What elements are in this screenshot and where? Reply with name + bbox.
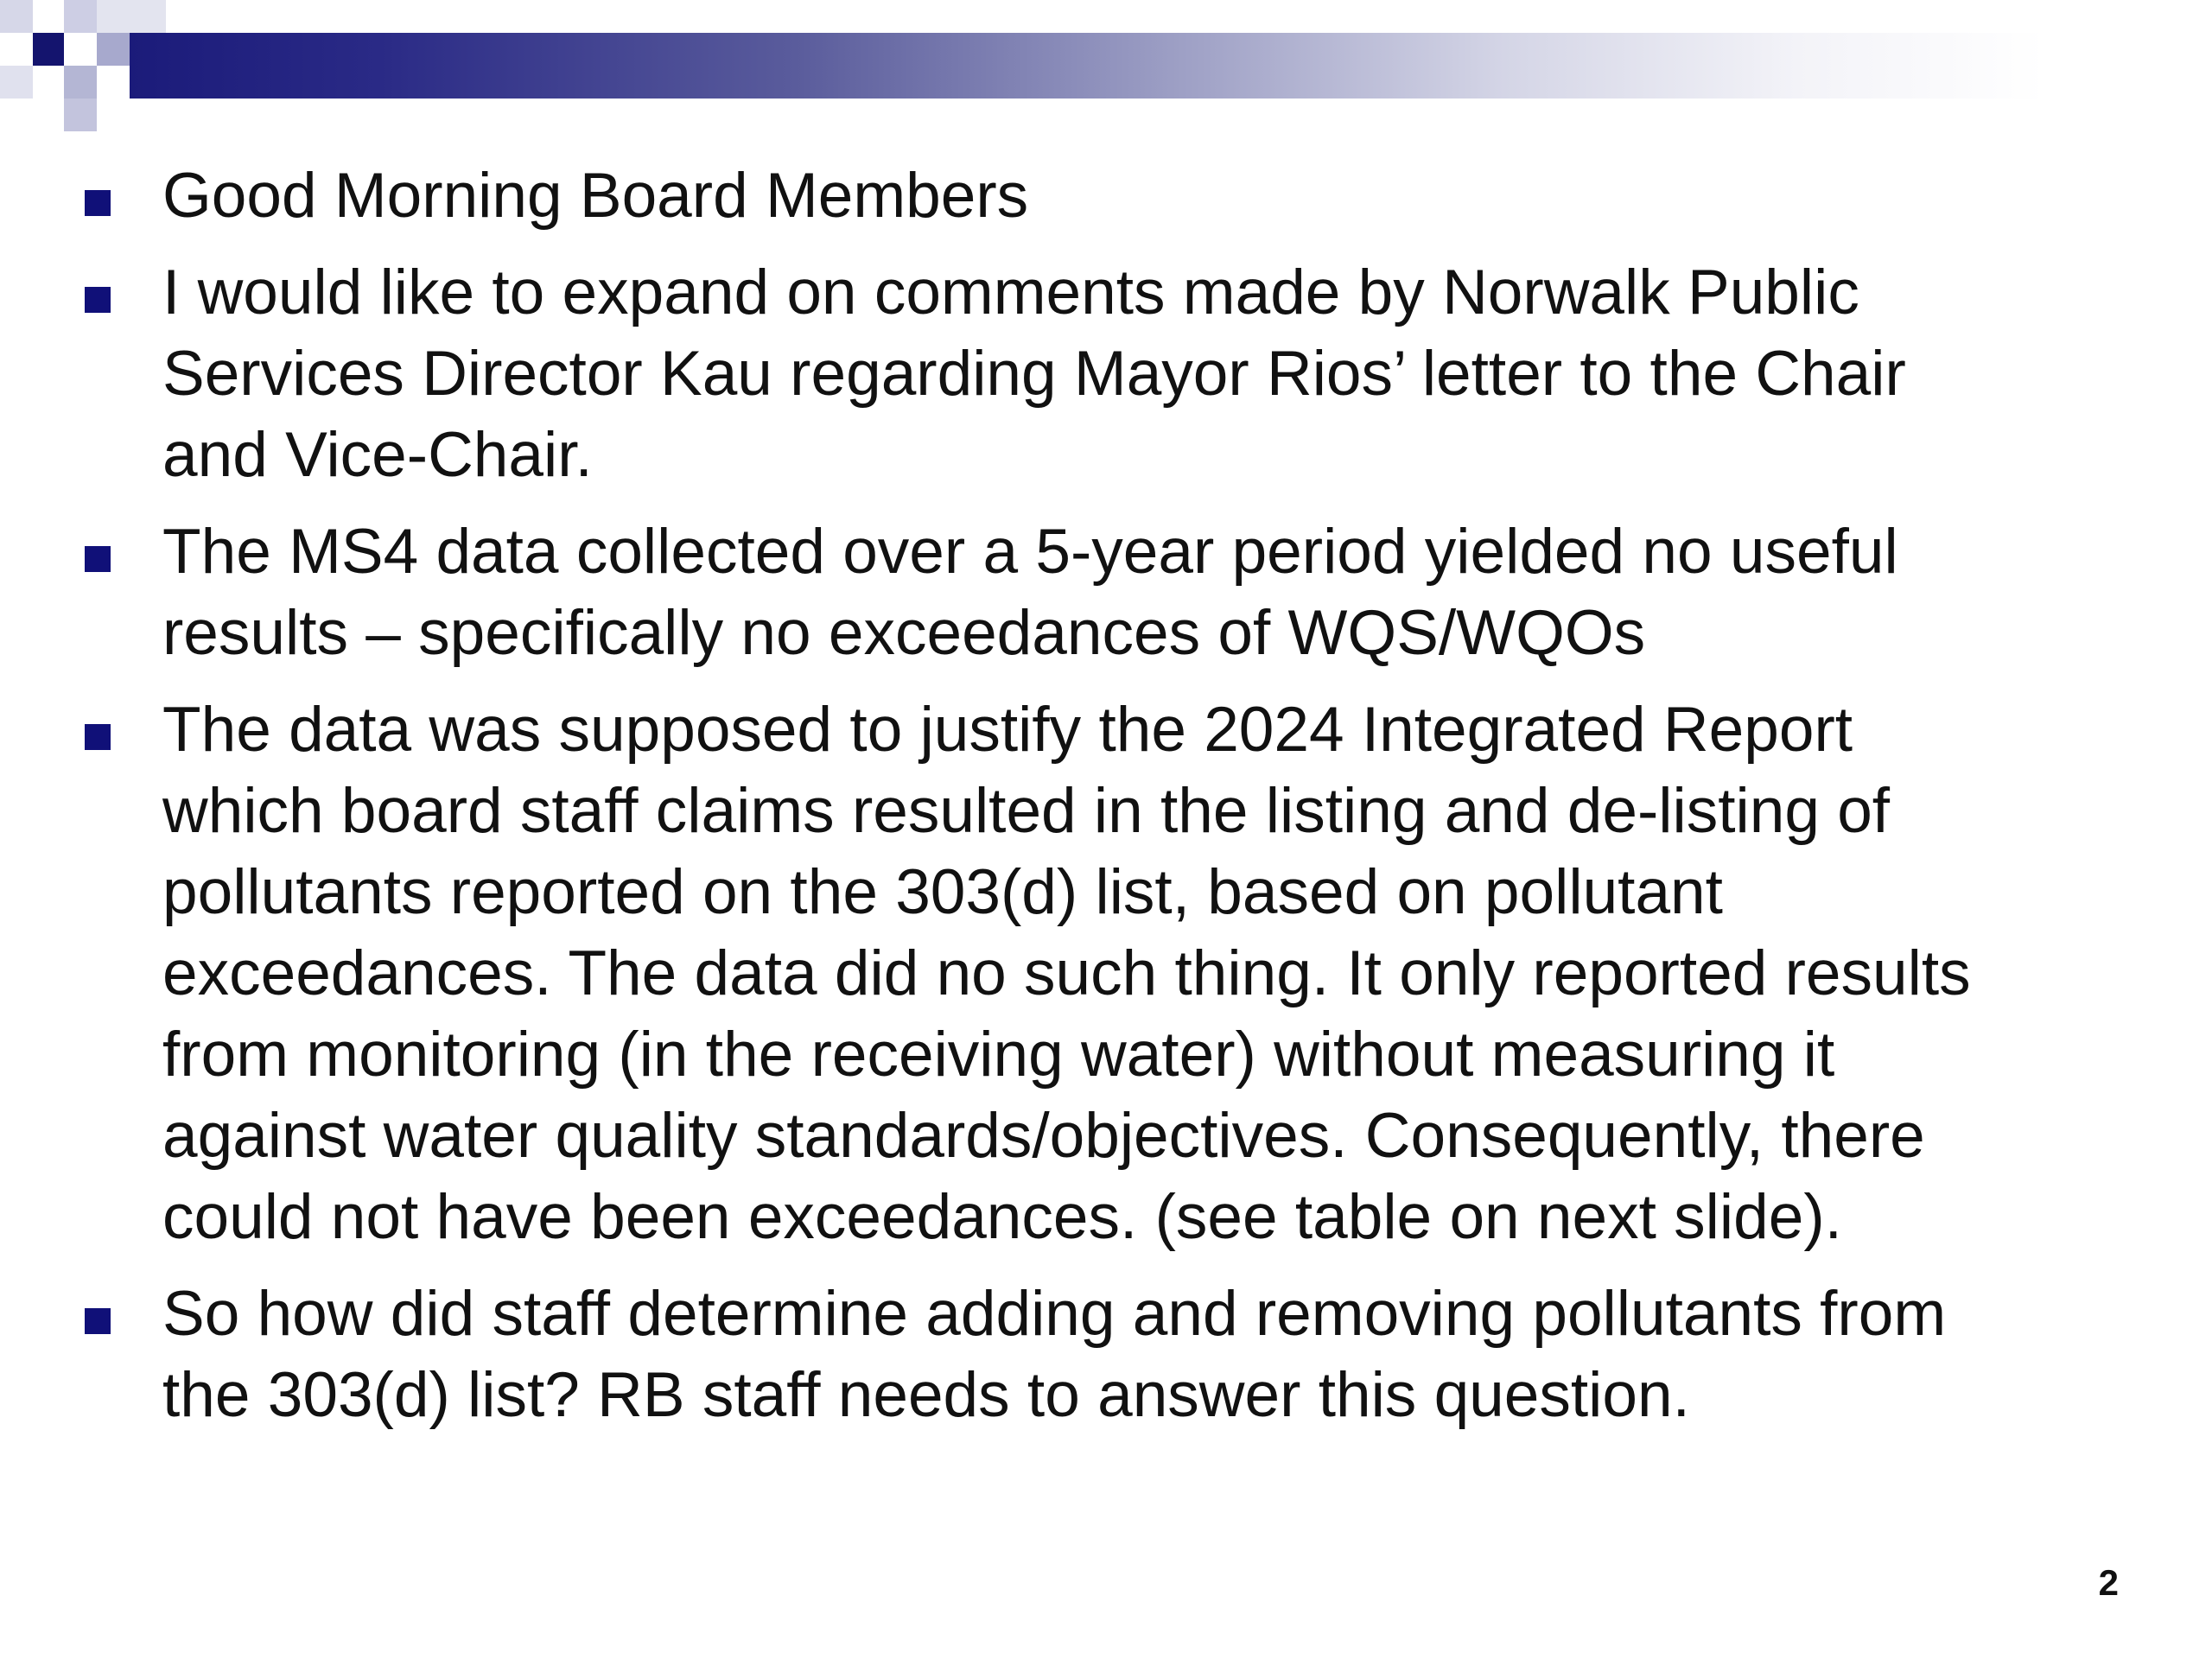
header-square-decoration bbox=[64, 99, 97, 131]
page-number: 2 bbox=[2098, 1562, 2119, 1603]
header-square-decoration bbox=[64, 0, 97, 33]
bullet-text: So how did staff determine adding and removing pollutants from the 303(d) list? RB staff needs to answer this question. bbox=[162, 1279, 1947, 1430]
bullet-text: The data was supposed to justify the 2024 Integrated Report which board staff claims resulted in the listing and de-listing of pollutants reported on the 303(d) list, based on pollutant exceedances. The data did no such thing. It only reported results from monitoring (in the receiving water) without measuring it against water quality standards/objectives. Consequently, there could not have been exceedances. (see table on next slide). bbox=[162, 695, 1971, 1252]
bullet-item bbox=[0, 512, 2212, 674]
square-bullet-icon bbox=[85, 724, 111, 750]
square-bullet-icon bbox=[85, 190, 111, 216]
header-gradient-bar bbox=[130, 33, 2212, 99]
square-bullet-icon bbox=[85, 546, 111, 572]
bullet-list bbox=[0, 156, 2212, 1452]
header-square-decoration bbox=[33, 33, 64, 66]
bullet-item bbox=[0, 252, 2212, 496]
bullet-item bbox=[0, 1274, 2212, 1436]
header-square-decoration bbox=[97, 33, 130, 66]
header-square-decoration bbox=[97, 0, 166, 33]
header-square-decoration bbox=[0, 66, 33, 99]
square-bullet-icon bbox=[85, 287, 111, 313]
bullet-item bbox=[0, 690, 2212, 1258]
header-square-decoration bbox=[97, 66, 130, 99]
header-square-decoration bbox=[0, 0, 33, 33]
bullet-text: Good Morning Board Members bbox=[162, 161, 1029, 231]
bullet-item bbox=[0, 156, 2212, 237]
bullet-text: The MS4 data collected over a 5-year period yielded no useful results – specifically no exceedances of WQS/WQOs bbox=[162, 517, 1898, 668]
header-square-decoration bbox=[64, 66, 97, 99]
bullet-text: I would like to expand on comments made by Norwalk Public Services Director Kau regarding Mayor Rios’ letter to the Chair and Vice-Chair. bbox=[162, 257, 1906, 490]
square-bullet-icon bbox=[85, 1308, 111, 1334]
